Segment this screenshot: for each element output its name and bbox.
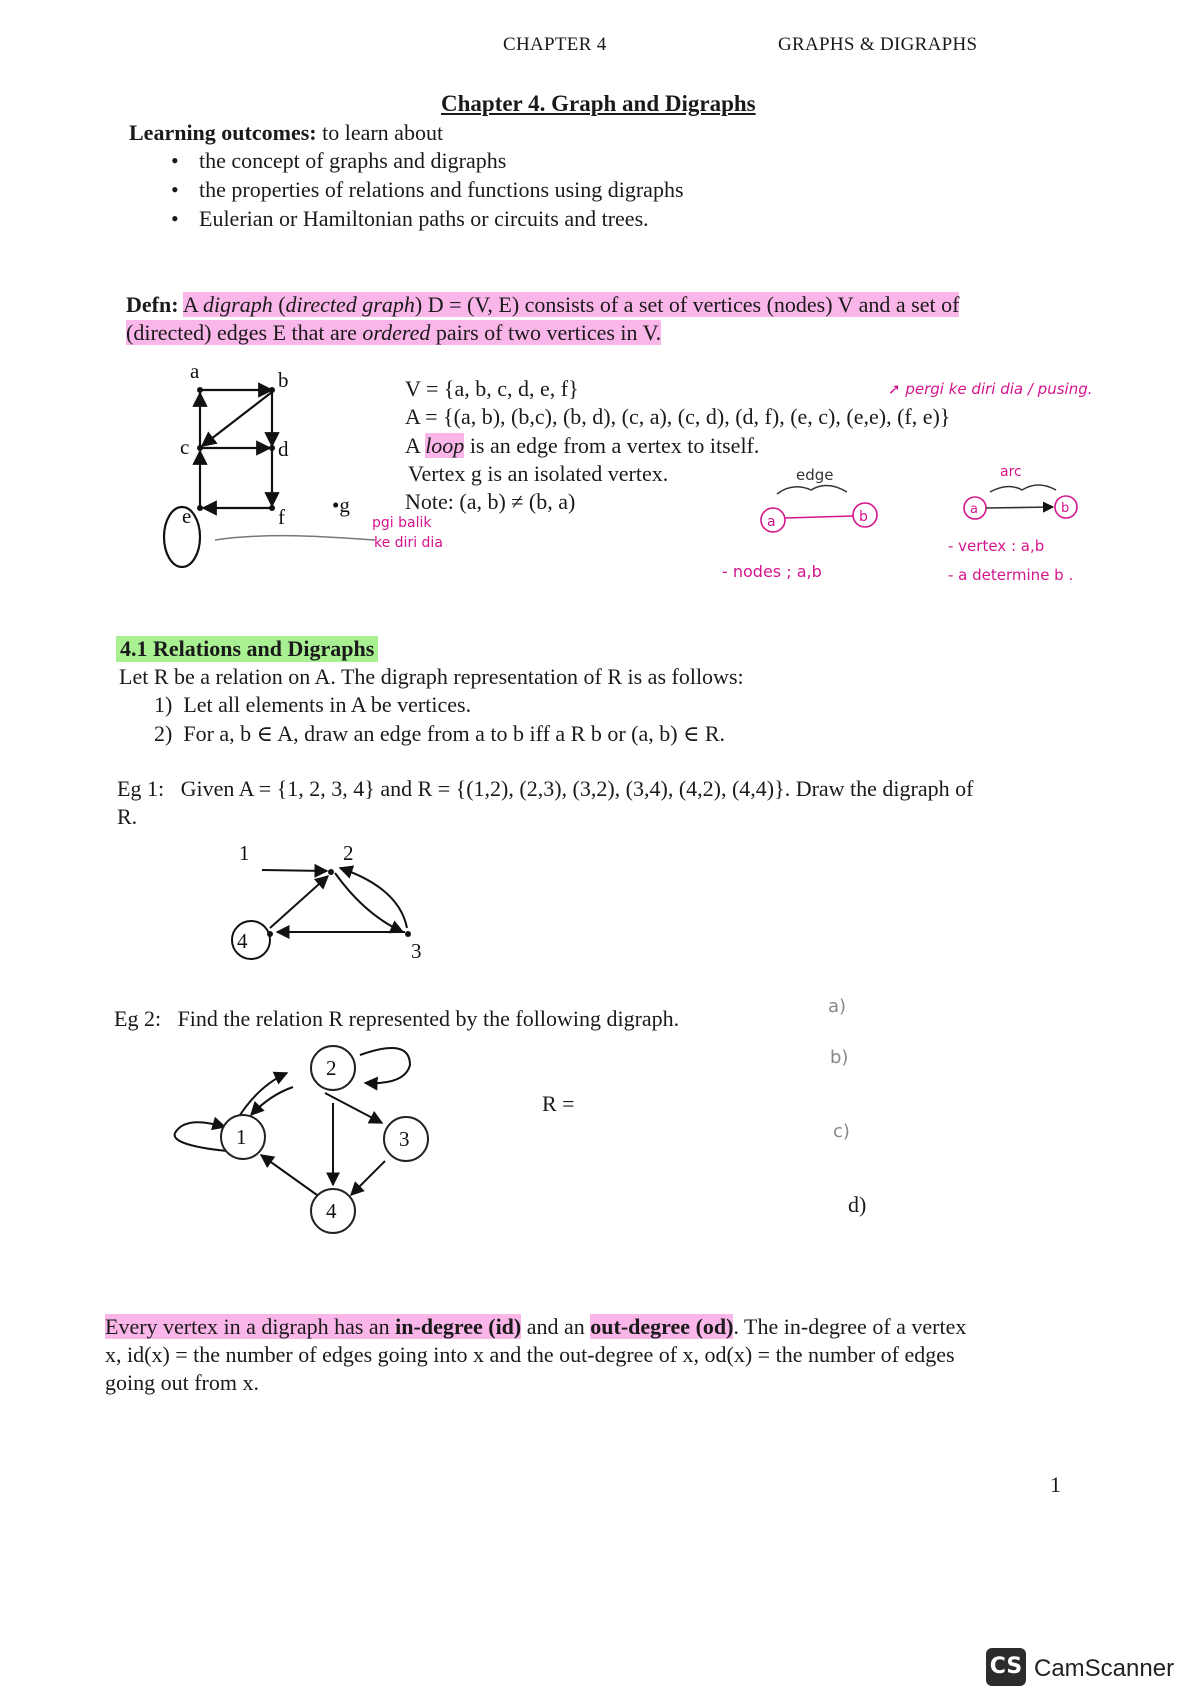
loop-highlight: loop [425,433,465,458]
eg2-label-4: 4 [326,1199,337,1223]
camscanner-logo: CS [986,1648,1026,1686]
label-e: e [182,504,192,528]
answer-a: a) [828,996,847,1017]
example-1-digraph [215,840,435,970]
eg1-label-3: 3 [411,939,422,963]
example-1: Eg 1: Given A = {1, 2, 3, 4} and R = {(1,2), (2,3), (3,2), (3,4), (4,2), (4,4)}. Draw the digraph of [117,776,974,801]
label-f: f [278,505,285,529]
edge-set: A = {(a, b), (b,c), (b, d), (c, a), (c, d), (d, f), (e, c), (e,e), (f, e)} [405,404,951,429]
section-intro: Let R be a relation on A. The digraph representation of R is as follows: [119,664,744,689]
edge-1-2 [240,1073,287,1115]
isolated-vertex: Vertex g is an isolated vertex. [408,461,669,486]
edge-2-1 [251,1087,293,1115]
relation-r-label: R = [542,1091,575,1116]
annotation-pgi-balik: pgi balik [372,515,432,531]
step-1: 1) Let all elements in A be vertices. [154,692,472,717]
example-1-cont: R. [117,804,138,829]
chapter-header: CHAPTER 4 [503,34,607,55]
step-2: 2) For a, b ∈ A, draw an edge from a to b iff a R b or (a, b) ∈ R. [154,721,726,746]
degree-line-2: x, id(x) = the number of edges going into x and the out-degree of x, od(x) = the number of edges [105,1342,955,1367]
edge-3-2 [340,868,407,928]
sketch-node-b2: b [1061,501,1070,516]
edge-b-c [202,392,272,446]
definition-highlight-1: A digraph (directed graph) D = (V, E) consists of a set of vertices (nodes) V and a set of [182,292,960,317]
label-g: •g [332,493,350,517]
list-item: • the properties of relations and functions using digraphs [131,175,684,204]
sketch-node-b: b [859,509,868,525]
sketch-node-a2: a [970,502,978,517]
camscanner-brand: CamScanner [1034,1655,1175,1682]
degree-line-1: Every vertex in a digraph has an in-degree (id) and an out-degree (od). The in-degree of a vertex [105,1314,967,1339]
example-2-digraph [165,1035,445,1235]
label-a: a [190,359,200,383]
edge-label: edge [796,466,834,484]
learning-label: Learning outcomes: [129,120,317,145]
eg1-label-1: 1 [239,841,250,865]
eg2-label-3: 3 [399,1127,410,1151]
eg2-label-2: 2 [326,1056,337,1080]
eg1-label-4: 4 [237,929,248,953]
list-item: • Eulerian or Hamiltonian paths or circuits and trees. [131,204,684,233]
definition-line-2 [126,320,661,346]
section-heading: 4.1 Relations and Digraphs [116,636,378,662]
vertex-set: V = {a, b, c, d, e, f} [405,376,579,401]
edge-4-1 [261,1155,317,1195]
label-d: d [278,437,289,461]
learning-intro: to learn about [322,120,444,145]
learning-outcomes [129,120,443,146]
annotation-pergi: ➚ pergi ke diri dia / pusing. [888,380,1093,398]
loop-definition: A loop is an edge from a vertex to itself. [405,433,760,458]
page-number: 1 [1050,1472,1061,1497]
label-c: c [180,435,190,459]
edge-1-2 [262,870,327,871]
sketch-node-a: a [767,514,776,530]
topic-header: GRAPHS & DIGRAPHS [778,34,978,55]
answer-b: b) [830,1047,849,1068]
nodes-note: - nodes ; a,b [722,562,822,581]
loop-1 [175,1122,227,1151]
example-2: Eg 2: Find the relation R represented by the following digraph. [114,1006,680,1031]
vertex-note: - vertex : a,b [948,537,1045,555]
outcomes-list [131,146,684,233]
list-item: • the concept of graphs and digraphs [131,146,684,175]
arc-label: arc [1000,464,1022,480]
edge-3-4 [351,1161,385,1195]
degree-line-3: going out from x. [105,1370,259,1395]
annotation-ke-diri-dia: ke diri dia [374,535,443,551]
loop-2 [360,1048,410,1083]
order-note: Note: (a, b) ≠ (b, a) [405,489,576,514]
definition-highlight-2: (directed) edges E that are ordered pairs of two vertices in V. [126,320,662,345]
definition-label: Defn: [126,292,179,317]
edge-4-2 [270,876,328,928]
page-title: Chapter 4. Graph and Digraphs [441,91,756,116]
eg1-label-2: 2 [343,841,354,865]
annotation-curve [215,536,375,540]
determine-note: - a determine b . [948,566,1074,584]
arrow-icon: ➚ [888,380,901,398]
label-b: b [278,368,289,392]
answer-d: d) [848,1192,867,1217]
eg2-label-1: 1 [236,1125,247,1149]
answer-c: c) [833,1121,850,1142]
definition-line-1 [126,292,959,318]
